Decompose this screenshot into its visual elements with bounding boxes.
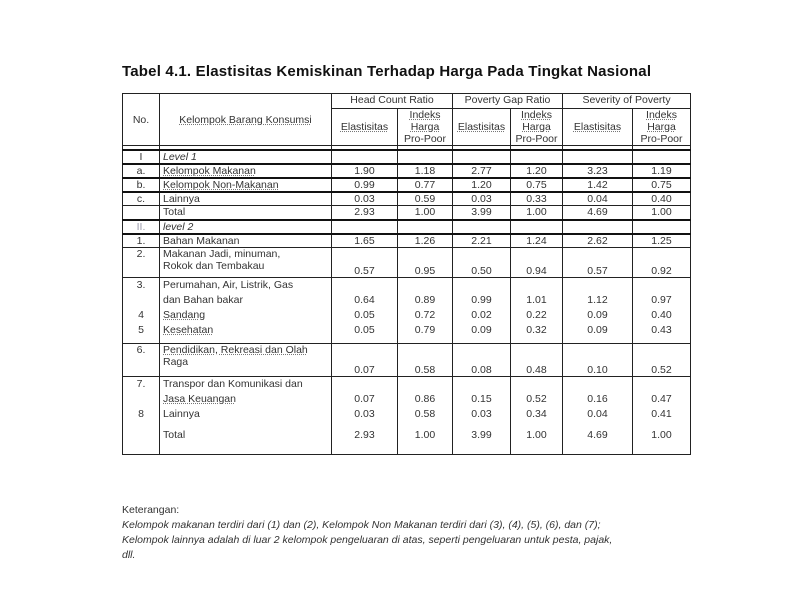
header-pgr: Poverty Gap Ratio [453,94,563,109]
table-row [123,192,691,206]
cell-value: 0.40 [651,309,672,321]
table-row-group [123,278,691,344]
cell-group [633,377,691,455]
cell-value: 0.10 [563,344,633,377]
cell-value: 0.99 [332,178,398,192]
cell-value: 1.00 [511,206,563,220]
table-row [123,344,691,377]
cell-value: 0.03 [471,408,492,420]
cell-value: 1.00 [633,206,691,220]
row-no: 8 [138,408,144,420]
cell-group [511,278,563,344]
level2-no: II. [123,220,160,234]
level1-heading-row [123,150,691,164]
header-no: No. [123,94,160,146]
row-no: 3. [136,279,146,291]
hcr-indeks-l2: Harga [410,121,440,133]
total-label: Total [163,429,186,441]
cell-value: 0.48 [511,344,563,377]
row-name-line2: dan Bahan bakar [163,294,243,306]
cell-value: 0.72 [414,309,436,321]
cell-value: 0.05 [354,309,375,321]
cell-value: 1.20 [511,164,563,178]
cell-value: 0.47 [651,393,672,405]
row-name: Sandang [163,309,206,321]
spv-propoor: Pro-Poor [633,133,691,146]
row-name: Kesehatan [163,324,214,336]
cell-value: 1.00 [414,429,436,441]
pgr-propoor: Pro-Poor [511,133,563,146]
cell-value: 0.58 [398,344,453,377]
cell-group [633,278,691,344]
cell-value: 0.41 [651,408,672,420]
cell-value: 2.62 [563,234,633,248]
cell-value: 0.15 [471,393,492,405]
table-title: Tabel 4.1. Elastisitas Kemiskinan Terhadap Harga Pada Tingkat Nasional [122,63,652,80]
cell-group [398,377,453,455]
cell-value: 0.92 [633,248,691,278]
row-no: b. [123,178,160,192]
cell-value: 0.04 [587,408,608,420]
cell-group [563,377,633,455]
cell-value: 3.99 [453,206,511,220]
cell-value: 1.00 [526,429,547,441]
cell-value: 0.95 [398,248,453,278]
cell-value: 0.43 [651,324,672,336]
cell-value: 0.64 [354,294,375,306]
keterangan-line3: dll. [122,549,136,561]
row-no: 1. [123,234,160,248]
row-name-line1: Pendidikan, Rekreasi dan Olah [163,344,308,356]
table-row [123,178,691,192]
cell-value: 0.04 [563,192,633,206]
cell-value: 0.03 [332,192,398,206]
cell-value: 0.09 [587,324,608,336]
spv-elastisitas [563,109,633,146]
header-kelompok-label: Kelompok Barang Konsumsi [179,113,312,126]
cell-value: 0.07 [332,344,398,377]
cell-value: 1.24 [511,234,563,248]
cell-value: 0.77 [398,178,453,192]
cell-value: 1.42 [563,178,633,192]
row-no: 5 [138,324,144,336]
cell-value: 0.97 [651,294,672,306]
cell-group [563,278,633,344]
row-no: c. [123,192,160,206]
cell-value: 0.94 [511,248,563,278]
cell-value: 2.21 [453,234,511,248]
row-name [160,164,332,178]
cell-group [453,278,511,344]
cell-value: 0.40 [633,192,691,206]
cell-value: 0.33 [511,192,563,206]
cell-value: 0.86 [414,393,436,405]
hcr-indeks-l1: Indeks [409,109,441,121]
row-name: Lainnya [160,192,332,206]
pgr-elastisitas [453,109,511,146]
cell-group [398,278,453,344]
row-no: a. [123,164,160,178]
cell-value: 0.22 [526,309,547,321]
cell-value: 1.20 [453,178,511,192]
level2-heading-row [123,220,691,234]
cell-value: 0.99 [471,294,492,306]
cell-value: 0.75 [633,178,691,192]
cell-value: 3.23 [563,164,633,178]
hcr-elastisitas [332,109,398,146]
row-name [160,178,332,192]
cell-value: 4.69 [563,206,633,220]
pgr-indeks-l2: Harga [522,121,551,133]
cell-value: 1.18 [398,164,453,178]
cell-value: 1.12 [587,294,608,306]
cell-value: 0.57 [563,248,633,278]
cell-value: 0.50 [453,248,511,278]
table-row [123,248,691,278]
cell-value: 0.52 [526,393,547,405]
cell-value: 1.19 [633,164,691,178]
header-kelompok [160,94,332,146]
spv-indeks-l2: Harga [647,121,676,133]
table-row-group [123,377,691,455]
hcr-propoor: Pro-Poor [398,133,453,146]
row-no: 6. [123,344,160,377]
cell-value: 0.08 [453,344,511,377]
row-no: 4 [138,309,144,321]
cell-value: 0.09 [587,309,608,321]
elasticity-table [122,93,691,455]
cell-value: 1.25 [633,234,691,248]
row-no-group [123,278,160,344]
row-no-group [123,377,160,455]
header-spv: Severity of Poverty [563,94,691,109]
cell-group [453,377,511,455]
cell-value: 0.03 [354,408,375,420]
spv-indeks [633,109,691,134]
row-name-line1: Transpor dan Komunikasi dan [163,378,303,390]
cell-value: 0.57 [332,248,398,278]
level1-label: Level 1 [160,150,332,164]
keterangan-line1: Kelompok makanan terdiri dari (1) dan (2), Kelompok Non Makanan terdiri dari (3), (4), (5), (6), dan (7); [122,519,601,531]
keterangan-notes [122,503,692,563]
cell-group [332,377,398,455]
header-row-top [123,94,691,109]
table-row [123,164,691,178]
table-row [123,234,691,248]
hcr-indeks [398,109,453,134]
total-label: Total [160,206,332,220]
cell-group [511,377,563,455]
cell-value: 0.79 [414,324,436,336]
pgr-elastisitas-label: Elastisitas [457,121,506,133]
cell-value: 0.03 [453,192,511,206]
spv-elastisitas-label: Elastisitas [573,121,622,133]
row-name-line2: Rokok dan Tembakau [163,260,265,272]
keterangan-line2: Kelompok lainnya adalah di luar 2 kelompok pengeluaran di atas, seperti pengeluaran untuk pesta, pajak, [122,534,613,546]
cell-value: 1.00 [398,206,453,220]
level1-no: I [123,150,160,164]
level2-label: level 2 [160,220,332,234]
cell-value: 0.75 [511,178,563,192]
row-name-group [160,278,332,344]
cell-value: 4.69 [587,429,608,441]
cell-value: 0.07 [354,393,375,405]
row-name-line1: Perumahan, Air, Listrik, Gas [163,279,294,291]
cell-value: 0.89 [414,294,436,306]
row-name-line2: Jasa Keuangan [163,393,236,405]
cell-value: 0.52 [633,344,691,377]
pgr-indeks [511,109,563,134]
spv-indeks-l1: Indeks [646,109,677,121]
row-name: Lainnya [163,408,200,420]
cell-value: 3.99 [471,429,492,441]
cell-value: 2.77 [453,164,511,178]
header-hcr: Head Count Ratio [332,94,453,109]
cell-value: 0.02 [471,309,492,321]
row-name [160,344,332,377]
cell-value: 0.05 [354,324,375,336]
keterangan-label: Keterangan: [122,504,180,516]
row-name-text: Kelompok Non-Makanan [163,178,279,191]
cell-value: 0.59 [398,192,453,206]
pgr-indeks-l1: Indeks [521,109,552,121]
row-no: 2. [123,248,160,278]
cell-value: 0.16 [587,393,608,405]
row-name-text: Kelompok Makanan [163,164,256,177]
row-name-group [160,377,332,455]
row-name: Bahan Makanan [160,234,332,248]
cell-value: 0.58 [414,408,436,420]
row-name-line1: Makanan Jadi, minuman, [163,248,281,260]
cell-value: 1.90 [332,164,398,178]
cell-value: 1.65 [332,234,398,248]
cell-value: 1.26 [398,234,453,248]
cell-value: 1.00 [651,429,672,441]
cell-value: 0.32 [526,324,547,336]
cell-group [332,278,398,344]
row-name [160,248,332,278]
row-name-line2: Raga [163,356,189,368]
cell-value: 0.34 [526,408,547,420]
hcr-elastisitas-label: Elastisitas [340,121,389,133]
cell-value: 2.93 [354,429,375,441]
row-no: 7. [136,378,146,390]
cell-value: 2.93 [332,206,398,220]
cell-value: 1.01 [526,294,547,306]
level1-total-row [123,206,691,220]
cell-value: 0.09 [471,324,492,336]
